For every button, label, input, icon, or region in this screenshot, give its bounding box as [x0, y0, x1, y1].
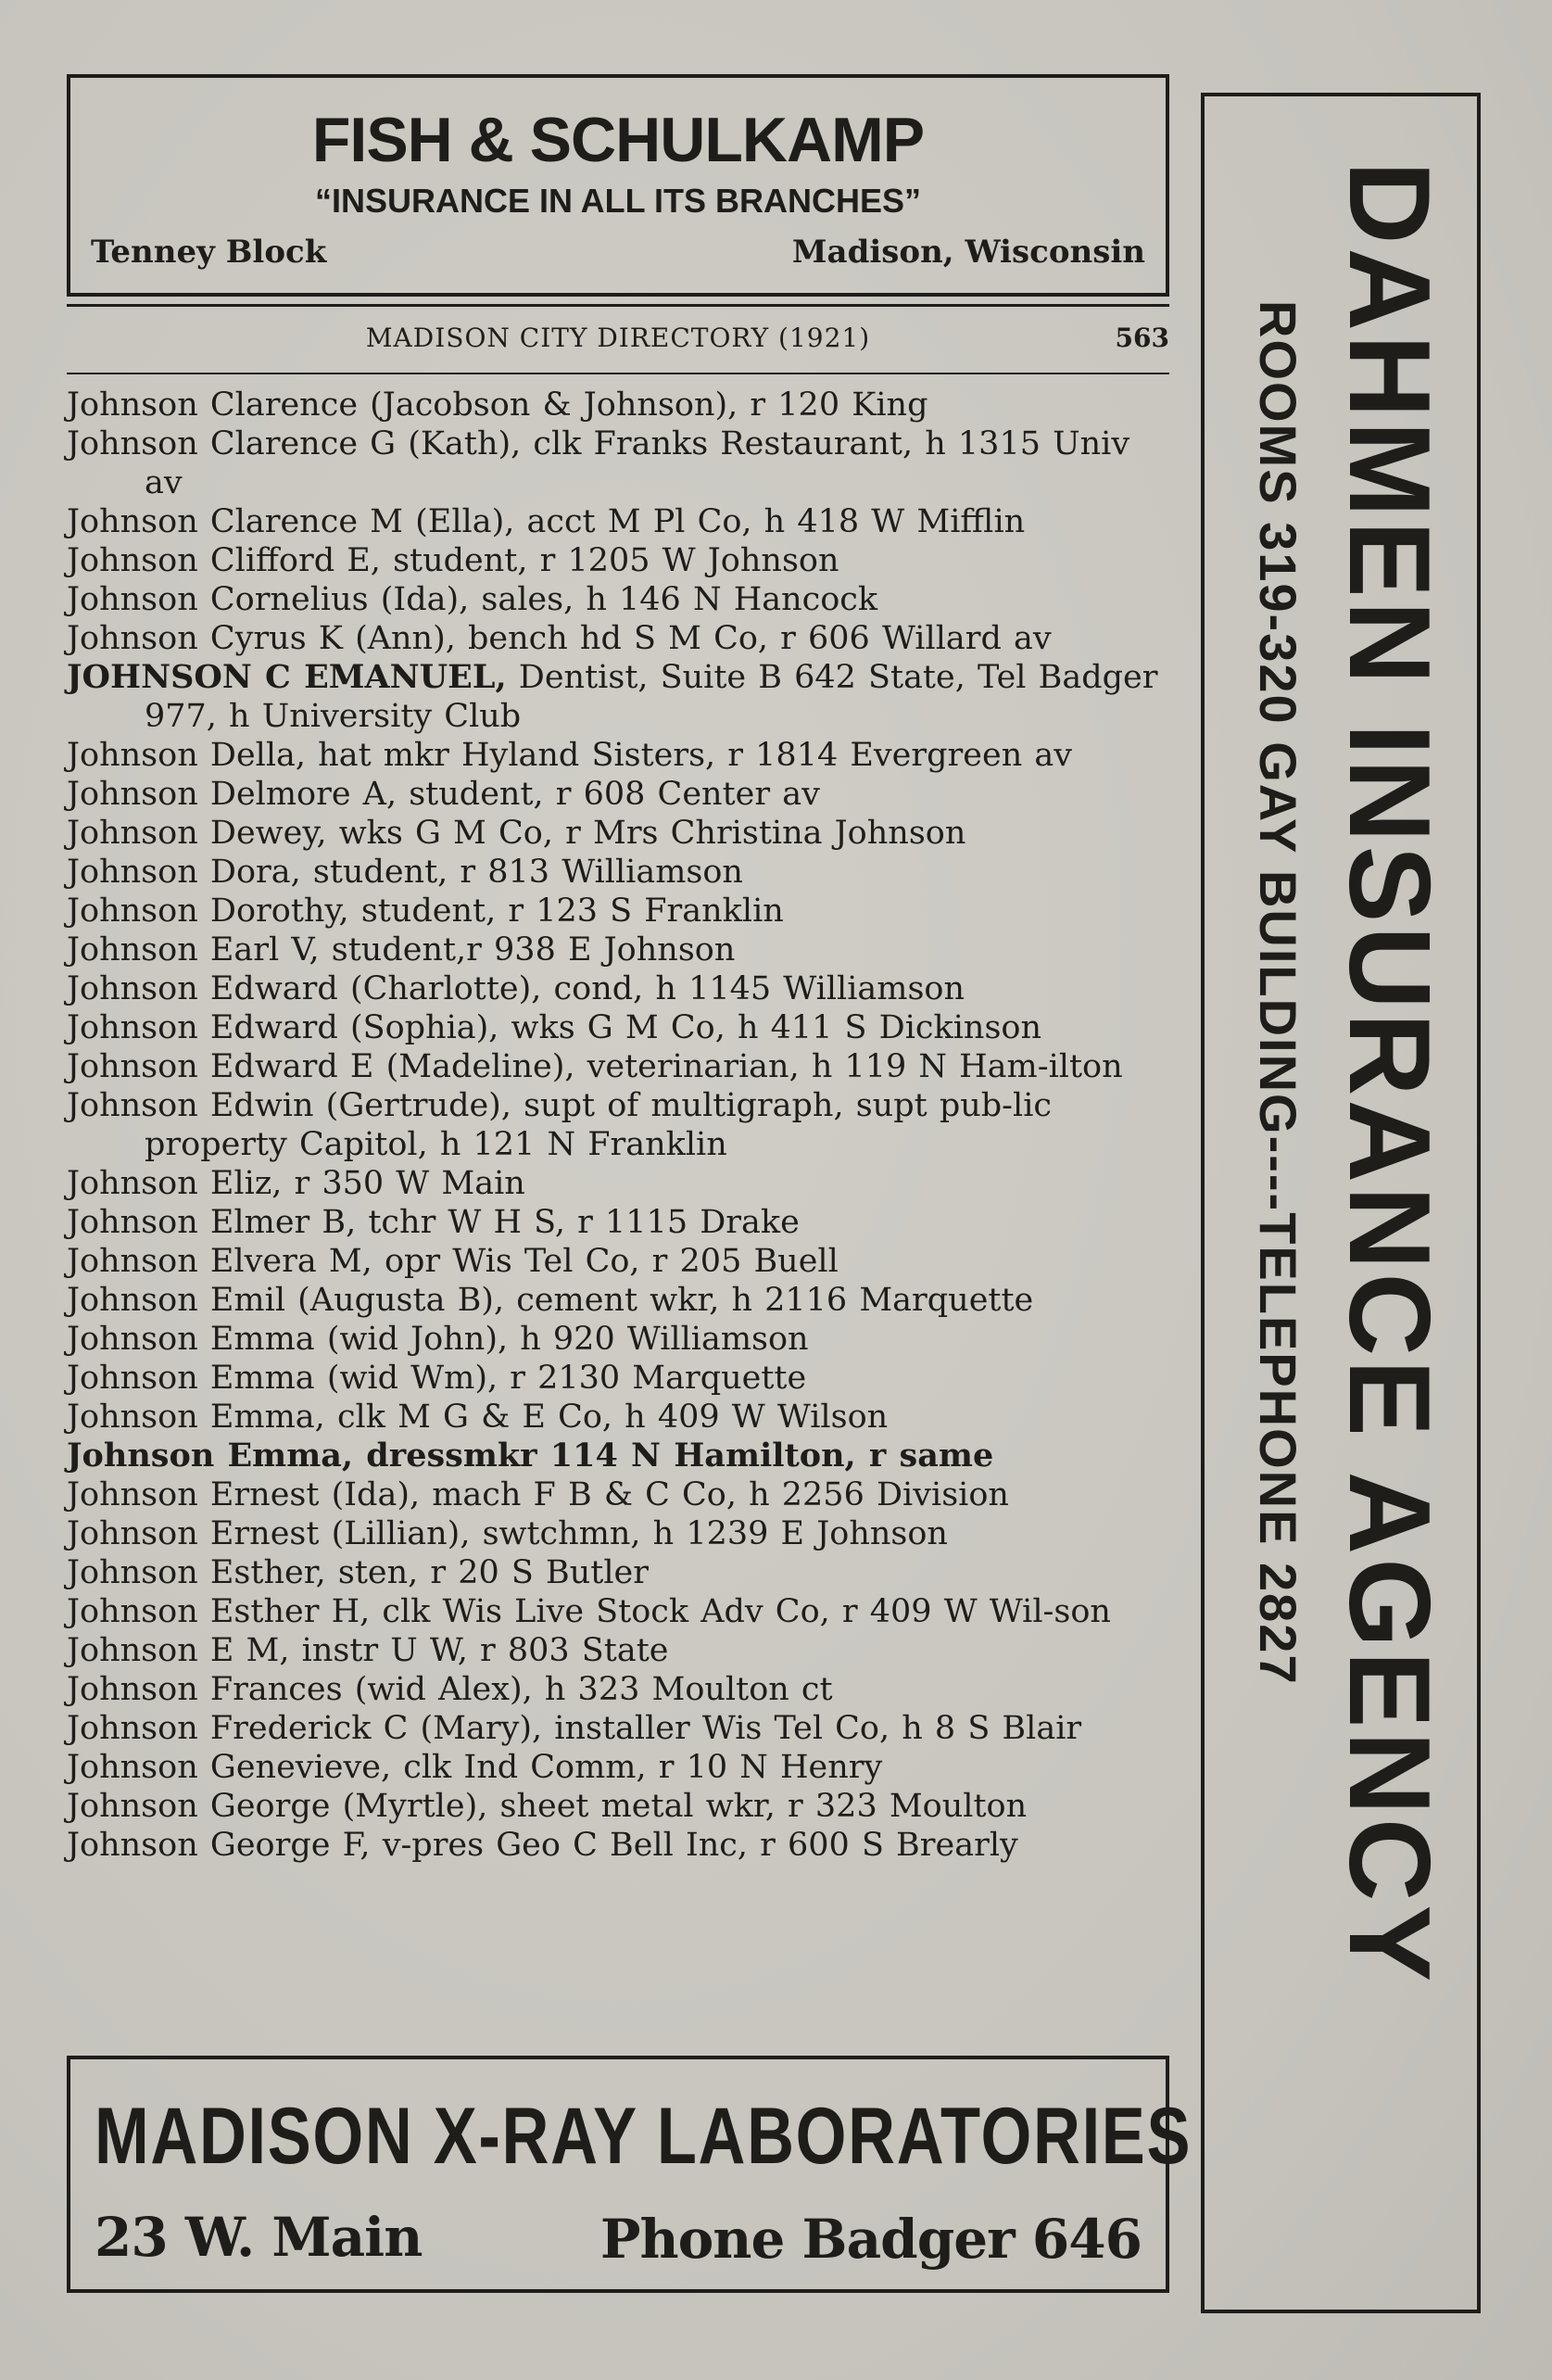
- entry-details: student, r 608 Center av: [397, 776, 820, 813]
- directory-entry: [67, 1242, 1169, 1281]
- advertiser-name: DAHMEN INSURANCE AGENCY: [1325, 161, 1453, 1986]
- entry-details: (Ida), mach F B & C Co, h 2256 Division: [319, 1476, 1009, 1513]
- entry-details: clk Wis Live Stock Adv Co, r 409 W Wil-son: [370, 1593, 1111, 1630]
- entry-name: Johnson Clarence M: [67, 503, 403, 540]
- entry-name: Johnson Dorothy,: [67, 892, 349, 930]
- entry-name: Johnson Clarence: [67, 386, 359, 424]
- entry-details: (Lillian), swtchmn, h 1239 E Johnson: [319, 1515, 948, 1552]
- directory-entry: [67, 1631, 1169, 1670]
- entry-name: JOHNSON C EMANUEL,: [67, 658, 507, 696]
- directory-entry: [67, 969, 1169, 1008]
- directory-entry: [67, 930, 1169, 969]
- advertiser-name: FISH & SCHULKAMP: [311, 105, 925, 175]
- entry-details: (Madeline), veterinarian, h 119 N Ham-ilton: [373, 1048, 1123, 1085]
- entry-details: (Ann), bench hd S M Co, r 606 Willard av: [342, 620, 1052, 657]
- divider: [67, 304, 1169, 307]
- entry-name: Johnson Eliz,: [67, 1165, 283, 1202]
- entry-details: (Gertrude), supt of multigraph, supt pub-lic property Capitol, h 121 N Franklin: [145, 1087, 1052, 1163]
- directory-entry: [67, 1670, 1169, 1709]
- entry-name: Johnson Dora,: [67, 854, 301, 891]
- entry-name: Johnson Elmer B,: [67, 1204, 357, 1241]
- directory-entry: [67, 736, 1169, 775]
- directory-entry: [67, 1826, 1169, 1865]
- entry-details: (Sophia), wks G M Co, h 411 S Dickinson: [337, 1009, 1042, 1046]
- entry-details: dressmkr 114 N Hamilton, r same: [353, 1437, 994, 1475]
- entry-details: (Myrtle), sheet metal wkr, r 323 Moulton: [330, 1788, 1028, 1825]
- directory-entry: [67, 1787, 1169, 1826]
- advertiser-slogan: “INSURANCE IN ALL ITS BRANCHES”: [314, 182, 922, 220]
- fish-schulkamp-advertisement: [67, 74, 1169, 297]
- entry-details: (wid John), h 920 Williamson: [314, 1321, 809, 1358]
- entry-name: Johnson George: [67, 1788, 331, 1825]
- entry-details: r 350 W Main: [282, 1165, 525, 1202]
- directory-entry: [67, 775, 1169, 814]
- entry-name: Johnson Ernest: [67, 1476, 320, 1513]
- entry-name: Johnson Clarence G: [67, 425, 397, 462]
- entry-details: sten, r 20 S Butler: [325, 1554, 649, 1591]
- entry-details: v-pres Geo C Bell Inc, r 600 S Brearly: [370, 1827, 1018, 1864]
- directory-entry: [67, 1281, 1169, 1320]
- entry-details: opr Wis Tel Co, r 205 Buell: [372, 1243, 839, 1280]
- directory-entry: [67, 1592, 1169, 1631]
- directory-entry: [67, 580, 1169, 619]
- directory-entry: [67, 892, 1169, 930]
- dahmen-insurance-advertisement: [1201, 93, 1481, 2313]
- entry-name: Johnson Emma: [67, 1360, 315, 1397]
- directory-entry: [67, 658, 1169, 736]
- directory-entry: [67, 1553, 1169, 1592]
- entry-name: Johnson Esther H,: [67, 1593, 371, 1630]
- entry-name: Johnson Ernest: [67, 1515, 320, 1552]
- entry-name: Johnson Edward E: [67, 1048, 374, 1085]
- entry-name: Johnson Dewey,: [67, 815, 327, 852]
- page-header: [67, 319, 1169, 360]
- entry-name: Johnson Frances: [67, 1671, 343, 1708]
- directory-listing: [67, 386, 1169, 1865]
- entry-name: Johnson Earl V,: [67, 931, 320, 968]
- page-number: 563: [1115, 323, 1169, 353]
- directory-entry: [67, 1514, 1169, 1553]
- directory-entry: [67, 1709, 1169, 1748]
- entry-name: Johnson Edward: [67, 1009, 338, 1046]
- entry-name: Johnson Emma,: [67, 1399, 325, 1436]
- directory-entry: [67, 541, 1169, 580]
- directory-entry: [67, 1047, 1169, 1086]
- directory-entry: [67, 502, 1169, 541]
- directory-entry: [67, 1164, 1169, 1203]
- directory-entry: [67, 1437, 1169, 1475]
- directory-entry: [67, 1748, 1169, 1787]
- entry-details: student, r 123 S Franklin: [348, 892, 784, 930]
- entry-details: (Kath), clk Franks Restaurant, h 1315 Univ av: [145, 425, 1130, 501]
- directory-entry: [67, 853, 1169, 892]
- entry-details: hat mkr Hyland Sisters, r 1814 Evergreen av: [306, 737, 1072, 774]
- page-title: MADISON CITY DIRECTORY (1921): [365, 323, 871, 353]
- directory-entry: [67, 1203, 1169, 1242]
- entry-name: Johnson Esther,: [67, 1554, 326, 1591]
- directory-entry: [67, 1475, 1169, 1514]
- advertiser-name: MADISON X-RAY LABORATORIES: [95, 2092, 1192, 2181]
- entry-name: Johnson Delmore A,: [67, 776, 397, 813]
- advertiser-phone: Phone Badger 646: [599, 2208, 1142, 2271]
- entry-details: clk Ind Comm, r 10 N Henry: [391, 1749, 883, 1786]
- xray-laboratories-advertisement: [67, 2056, 1192, 2293]
- entry-name: Johnson Cornelius: [67, 581, 369, 618]
- entry-details: (Jacobson & Johnson), r 120 King: [358, 386, 928, 424]
- entry-details: clk M G & E Co, h 409 W Wilson: [324, 1399, 889, 1436]
- entry-name: Johnson Emma,: [67, 1437, 354, 1475]
- entry-details: (wid Wm), r 2130 Marquette: [314, 1360, 807, 1397]
- directory-entry: [67, 814, 1169, 853]
- directory-entry: [67, 1086, 1169, 1164]
- entry-name: Johnson Elvera M,: [67, 1243, 372, 1280]
- directory-entry: [67, 424, 1169, 502]
- entry-details: (Ella), acct M Pl Co, h 418 W Mifflin: [403, 503, 1026, 540]
- advertiser-building: Tenney Block: [91, 234, 327, 271]
- directory-entry: [67, 1359, 1169, 1398]
- entry-details: student, r 813 Williamson: [300, 854, 743, 891]
- entry-details: (Ida), sales, h 146 N Hancock: [368, 581, 878, 618]
- entry-details: (wid Alex), h 323 Moulton ct: [342, 1671, 833, 1708]
- entry-details: (Mary), installer Wis Tel Co, h 8 S Blair: [408, 1710, 1082, 1747]
- advertiser-address: 23 W. Main: [95, 2206, 423, 2269]
- directory-entry: [67, 619, 1169, 658]
- entry-name: Johnson Cyrus K: [67, 620, 343, 657]
- directory-entry: [67, 386, 1169, 424]
- advertiser-city: Madison, Wisconsin: [791, 234, 1145, 271]
- entry-name: Johnson Edward: [67, 970, 338, 1007]
- entry-details: student, r 1205 W Johnson: [380, 542, 839, 579]
- entry-details: student,r 938 E Johnson: [319, 931, 736, 968]
- entry-name: Johnson Emma: [67, 1321, 315, 1358]
- divider: [67, 373, 1169, 374]
- entry-details: wks G M Co, r Mrs Christina Johnson: [326, 815, 966, 852]
- entry-details: instr U W, r 803 State: [289, 1632, 669, 1669]
- advertiser-details: ROOMS 319-320 GAY BUILDING----TELEPHONE 2827: [1249, 300, 1307, 1686]
- entry-details: (Augusta B), cement wkr, h 2116 Marquette: [285, 1282, 1034, 1319]
- entry-name: Johnson Edwin: [67, 1087, 314, 1124]
- entry-name: Johnson E M,: [67, 1632, 290, 1669]
- directory-entry: [67, 1398, 1169, 1437]
- directory-entry: [67, 1008, 1169, 1047]
- entry-name: Johnson Genevieve,: [67, 1749, 392, 1786]
- entry-name: Johnson Clifford E,: [67, 542, 381, 579]
- entry-name: Johnson Frederick C: [67, 1710, 409, 1747]
- entry-details: tchr W H S, r 1115 Drake: [356, 1204, 800, 1241]
- entry-name: Johnson Emil: [67, 1282, 286, 1319]
- entry-details: Dentist, Suite B 642 State, Tel Badger 977, h University Club: [145, 659, 1158, 735]
- directory-entry: [67, 1320, 1169, 1359]
- entry-name: Johnson George F,: [67, 1827, 371, 1864]
- entry-name: Johnson Della,: [67, 737, 307, 774]
- entry-details: (Charlotte), cond, h 1145 Williamson: [337, 970, 965, 1007]
